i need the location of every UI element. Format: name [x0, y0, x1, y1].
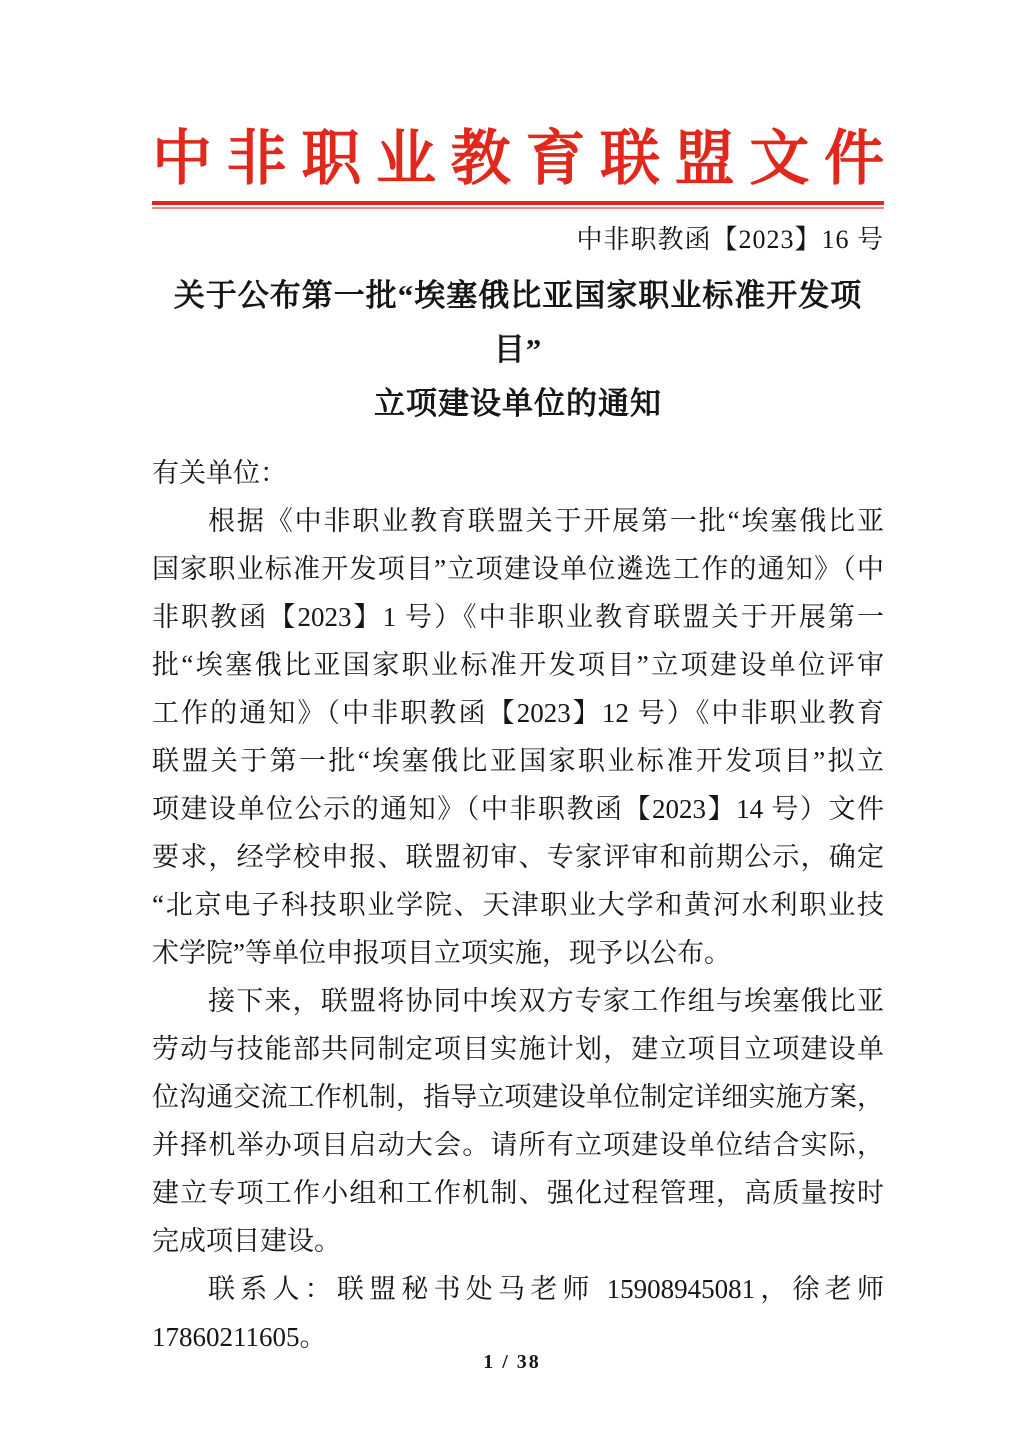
- contact-line: 17860211605。: [152, 1322, 327, 1352]
- body-line: 建立专项工作小组和工作机制、强化过程管理，高质量按时: [152, 1178, 884, 1208]
- body-line: 根据《中非职业教育联盟关于开展第一批“埃塞俄比亚: [208, 506, 884, 536]
- body-line: 工作的通知》（中非职教函【2023】12 号）《中非职业教育: [152, 698, 884, 728]
- contact-line: 联系人：联盟秘书处马老师 15908945081，徐老师: [208, 1274, 884, 1304]
- body-line: 并择机举办项目启动大会。请所有立项建设单位结合实际，: [152, 1130, 884, 1160]
- red-divider-thin-line: [152, 207, 884, 209]
- document-number: 中非职教函【2023】16 号: [576, 225, 884, 254]
- body-line: 批“埃塞俄比亚国家职业标准开发项目”立项建设单位评审: [152, 650, 884, 680]
- page-number: 1 / 38: [483, 1351, 541, 1373]
- body-line: 联盟关于第一批“埃塞俄比亚国家职业标准开发项目”拟立: [152, 746, 884, 776]
- red-divider-thick-line: [152, 201, 884, 205]
- body-line: 完成项目建设。: [152, 1226, 341, 1256]
- body-line: “北京电子科技职业学院、天津职业大学和黄河水利职业技: [152, 890, 884, 920]
- body-line: 国家职业标准开发项目”立项建设单位遴选工作的通知》（中: [152, 554, 884, 584]
- body-line: 非职教函【2023】1 号）《中非职业教育联盟关于开展第一: [152, 602, 884, 632]
- salutation: 有关单位：: [152, 458, 287, 488]
- body-line: 劳动与技能部共同制定项目实施计划，建立项目立项建设单: [152, 1034, 884, 1064]
- body-line: 项建设单位公示的通知》（中非职教函【2023】14 号）文件: [152, 794, 884, 824]
- body-line: 位沟通交流工作机制，指导立项建设单位制定详细实施方案，: [152, 1082, 884, 1112]
- document-title-line2: 立项建设单位的通知: [374, 386, 662, 421]
- body-line: 要求，经学校申报、联盟初审、专家评审和前期公示，确定: [152, 842, 884, 872]
- body-line: 术学院”等单位申报项目立项实施，现予以公布。: [152, 938, 731, 968]
- red-divider: [152, 201, 884, 209]
- body-line: 接下来，联盟将协同中埃双方专家工作组与埃塞俄比亚: [208, 986, 884, 1016]
- document-title: [152, 269, 884, 431]
- document-title-line1: 关于公布第一批“埃塞俄比亚国家职业标准开发项目”: [173, 278, 863, 367]
- document-header-title: 中非职业教育联盟文件: [152, 125, 884, 192]
